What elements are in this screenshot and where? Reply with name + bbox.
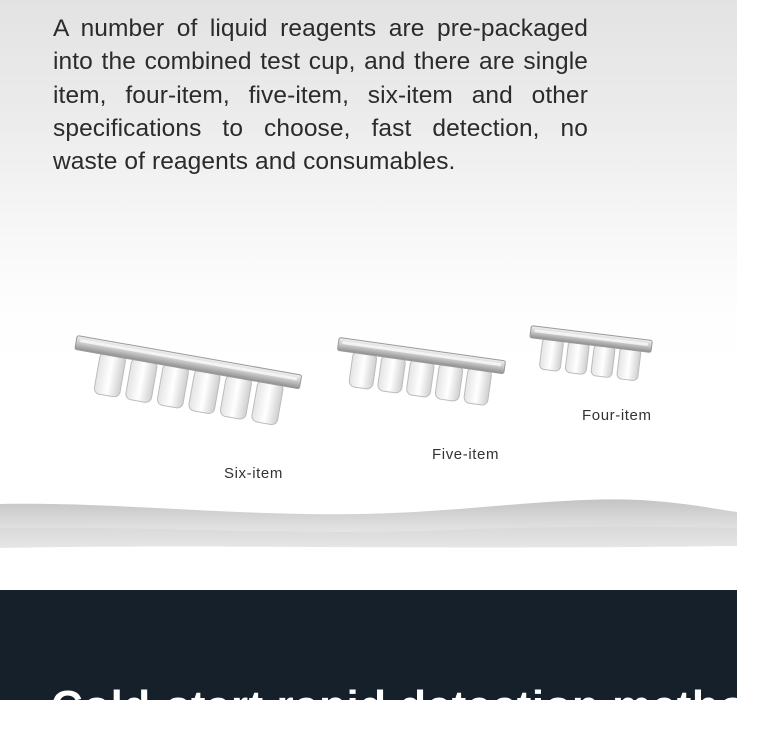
next-section-heading: Cold-start rapid detection method — [51, 682, 774, 731]
next-section-banner — [0, 590, 774, 731]
five-well-test-cup-icon — [332, 340, 508, 426]
six-well-test-cup-icon — [68, 345, 304, 445]
four-item-label: Four-item — [582, 407, 652, 424]
five-item-label: Five-item — [432, 446, 500, 463]
ground-wave-decoration — [0, 470, 737, 590]
six-item-label: Six-item — [224, 465, 283, 482]
four-well-test-cup-icon — [526, 326, 654, 396]
product-description: A number of liquid reagents are pre-packaged into the combined test cup, and there are single item, four-item, five-item, six-item and other specifications to choose, fast detection, no waste of reagents and consumables. — [53, 15, 588, 176]
